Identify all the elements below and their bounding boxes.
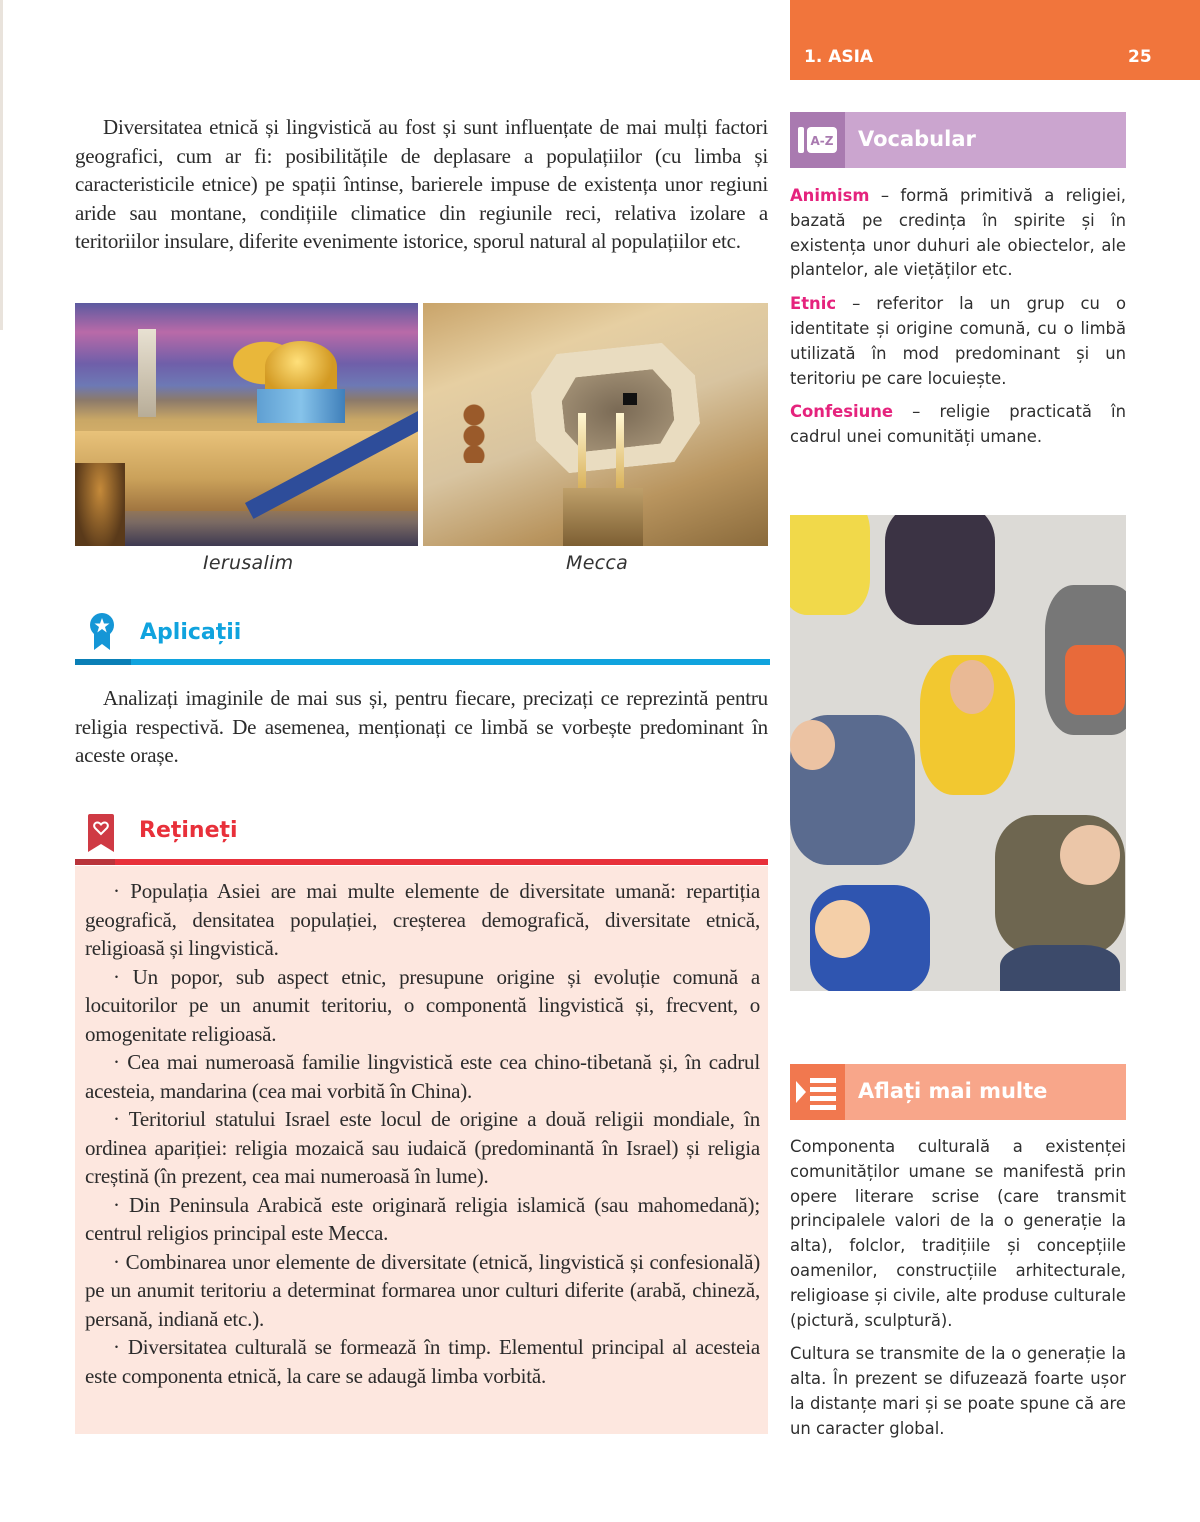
- retineti-item: · Populația Asiei are mai multe elemente de diversitate umană: repartiția geografică, densitatea populației, creșterea demografică, diversitate etnică, religioasă și lingvistică.: [85, 879, 760, 960]
- vocab-entry: Confesiune – religie practicată în cadrul unei comunități umane.: [790, 402, 1126, 447]
- retineti-item: · Cea mai numeroasă familie lingvistică este cea chino-tibetană și, în cadrul acesteia, mandarina (cea mai vorbită în China).: [85, 1050, 760, 1103]
- aplicatii-rule-accent: [75, 659, 131, 665]
- list-arrow-icon: [790, 1064, 845, 1120]
- vocab-term: Confesiune: [790, 402, 894, 422]
- retineti-rule-accent: [75, 859, 115, 865]
- retineti-item: · Combinarea unor elemente de diversitate (etnică, lingvistică și confesională) pe un anumit teritoriu a determinat formarea unor culturi diferite (arabă, chineză, persană, indiană etc.).: [85, 1249, 760, 1331]
- aplicatii-title: Aplicații: [140, 620, 242, 645]
- aflati-paragraph: Componenta culturală a existenței comunităților umane se manifestă prin opere literare scrise (care transmit principalele valori de la o generație la alta), folclor, tradițiile și concepțiile oamenilor, construcțiile arhitecturale, religioase și civile, alte produse culturale (pictură, sculptură).: [790, 1137, 1126, 1330]
- aflati-paragraph: Cultura se transmite de la o generație la alta. În prezent se difuzează foarte ușor la distanțe mari și se poate spune că are un caracter global.: [790, 1344, 1126, 1438]
- vocab-term: Animism: [790, 186, 870, 205]
- retineti-title: Rețineți: [139, 818, 238, 843]
- retineti-list: [85, 877, 760, 1390]
- aflati-header: [790, 1064, 1126, 1120]
- vocab-entry: Etnic – referitor la un grup cu o identitate și origine comună, cu o limbă utilizată în mod predominant și un teritoriu pe care locuiește.: [790, 294, 1126, 388]
- intro-paragraph: [75, 113, 768, 256]
- page-edge: [0, 0, 3, 330]
- jerusalem-photo: [75, 303, 418, 546]
- vocabular-entries: [790, 184, 1126, 459]
- diverse-people-photo: [790, 515, 1126, 991]
- ribbon-star-icon: [88, 612, 116, 657]
- svg-text:A-Z: A-Z: [810, 134, 834, 148]
- vocab-term: Etnic: [790, 294, 837, 314]
- aflati-text: [790, 1135, 1126, 1451]
- retineti-rule: [75, 859, 768, 865]
- aflati-title: Aflați mai multe: [858, 1079, 1048, 1103]
- retineti-item: · Din Peninsula Arabică este originară religia islamică (sau mahomedană); centrul religios principal este Mecca.: [85, 1192, 760, 1245]
- retineti-item: · Teritoriul statului Israel este locul de origine a două religii mondiale, în ordinea apariției: religia mozaică sau iudaică (predominantă în Israel) și religia creștină (în prezent, cea mai numeroasă în lume).: [85, 1107, 760, 1188]
- page-number: 25: [1128, 47, 1152, 67]
- aplicatii-text: [75, 684, 768, 770]
- vocabular-title: Vocabular: [858, 127, 976, 151]
- vocab-entry: Animism – formă primitivă a religiei, bazată pe credința în spirite și în existența unor duhuri ale obiectelor, ale plantelor, ale viețăților etc.: [790, 186, 1126, 280]
- caption-mecca: Mecca: [566, 552, 629, 574]
- page-header: [790, 0, 1200, 80]
- caption-jerusalem: Ierusalim: [203, 552, 294, 574]
- aplicatii-body: Analizați imaginile de mai sus și, pentru fiecare, precizați ce reprezintă pentru religia respectivă. De asemenea, menționați ce limbă se vorbește predominant în aceste orașe.: [75, 686, 768, 767]
- bookmark-heart-icon: [86, 814, 116, 859]
- intro-text: Diversitatea etnică și lingvistică au fost și sunt influențate de mai mulți factori geografici, cum ar fi: posibilitățile de deplasare a populațiilor (cu limba și caracteristicile etnice) pe spații întinse, barierele impuse de existența unor regiuni aride sau montane, condițiile climatice din regiunile reci, relativa izolare a teritoriilor insulare, diferite evenimente istorice, sporul natural al populațiilor etc.: [75, 115, 768, 253]
- retineti-item: · Un popor, sub aspect etnic, presupune origine și evoluție comună a locuitorilor pe un anumit teritoriu, o componentă lingvistică și, frecvent, o omogenitate religioasă.: [85, 964, 760, 1046]
- a-z-icon: [790, 112, 845, 168]
- chapter-label: 1. ASIA: [804, 47, 874, 67]
- vocabular-header: [790, 112, 1126, 168]
- mecca-photo: [423, 303, 768, 546]
- retineti-item: · Diversitatea culturală se formează în timp. Elementul principal al acesteia este componenta etnică, la care se adaugă limba vorbită.: [85, 1335, 760, 1388]
- aplicatii-rule: [75, 659, 770, 665]
